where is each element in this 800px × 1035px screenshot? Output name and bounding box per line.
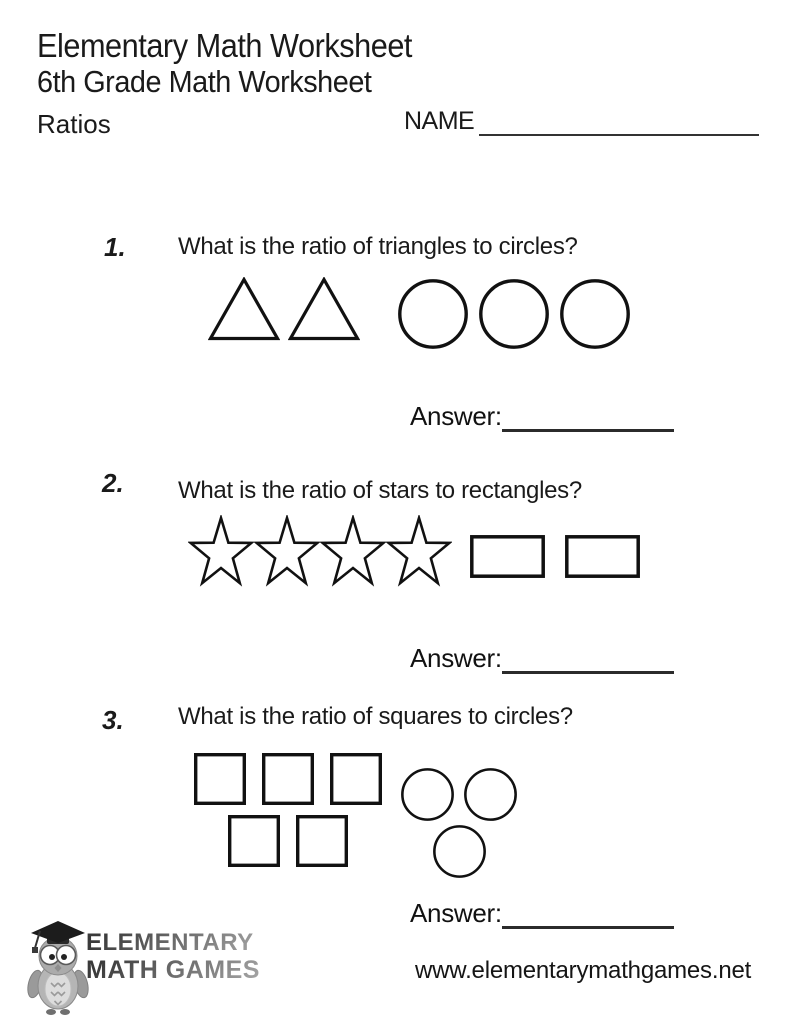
answer-blank-line — [502, 402, 674, 432]
square-shape — [228, 815, 280, 867]
star-shape — [386, 515, 452, 587]
name-label: NAME — [404, 107, 475, 135]
question-3-circle-group — [400, 768, 518, 878]
answer-label: Answer: — [410, 401, 502, 431]
page-title: Elementary Math Worksheet — [37, 27, 413, 64]
owl-graduate-icon — [26, 914, 90, 1023]
logo-wordmark — [86, 931, 260, 983]
circle-shape — [433, 825, 486, 878]
question-2-rectangle-group — [470, 535, 640, 578]
triangle-shape — [288, 277, 360, 341]
square-shape — [330, 753, 382, 805]
answer-blank-line — [502, 644, 674, 674]
question-2-star-group — [188, 515, 452, 587]
circle-shape — [479, 279, 549, 349]
question-2-text: What is the ratio of stars to rectangles? — [178, 477, 582, 504]
logo-text-line2: MATH GAMES — [86, 956, 260, 984]
question-1-text: What is the ratio of triangles to circles? — [178, 233, 578, 260]
question-1-circle-group — [398, 279, 630, 349]
answer-label: Answer: — [410, 898, 502, 928]
question-3-number: 3. — [102, 705, 124, 735]
circle-shape — [401, 768, 454, 821]
star-shape — [254, 515, 320, 587]
star-shape — [188, 515, 254, 587]
question-1-answer-row — [410, 401, 674, 432]
logo-text-line1: ELEMENTARY — [86, 931, 260, 955]
name-field-row — [404, 107, 759, 136]
circle-shape — [398, 279, 468, 349]
website-url: www.elementarymathgames.net — [415, 957, 752, 984]
rectangle-shape — [565, 535, 640, 578]
circle-shape — [464, 768, 517, 821]
question-1-triangle-group — [208, 277, 360, 341]
question-3-square-group — [190, 753, 386, 867]
question-2-answer-row — [410, 643, 674, 674]
square-shape — [296, 815, 348, 867]
question-2-number: 2. — [102, 468, 124, 498]
rectangle-shape — [470, 535, 545, 578]
square-shape — [262, 753, 314, 805]
question-3-text: What is the ratio of squares to circles? — [178, 703, 573, 730]
answer-label: Answer: — [410, 643, 502, 673]
answer-blank-line — [502, 899, 674, 929]
triangle-shape — [208, 277, 280, 341]
name-blank-line — [479, 107, 759, 136]
worksheet-topic: Ratios — [37, 109, 111, 139]
question-3-answer-row — [410, 898, 674, 929]
star-shape — [320, 515, 386, 587]
page-subtitle: 6th Grade Math Worksheet — [37, 64, 372, 99]
circle-shape — [560, 279, 630, 349]
question-1-number: 1. — [104, 232, 126, 262]
square-shape — [194, 753, 246, 805]
